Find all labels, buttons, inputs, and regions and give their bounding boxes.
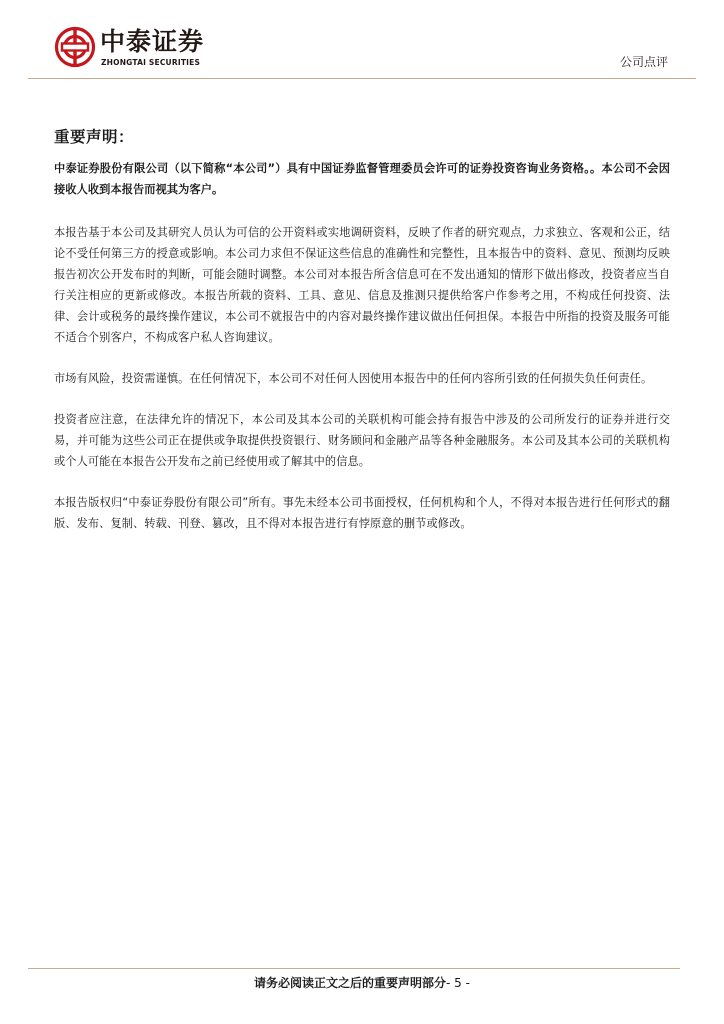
- disclaimer-paragraph-basis: 本报告基于本公司及其研究人员认为可信的公开资料或实地调研资料，反映了作者的研究观点，力求独立、客观和公正，结论不受任何第三方的授意或影响。本公司力求但不保证这些信息的准确性和完整性，且本报告中的资料、意见、预测均反映报告初次公开发布时的判断，可能会随时调整。本公司对本报告所含信息可在不发出通知的情形下做出修改，投资者应当自行关注相应的更新或修改。本报告所载的资料、工具、意见、信息及推测只提供给客户作参考之用，不构成任何投资、法律、会计或税务的最终操作建议，本公司不就报告中的内容对最终操作建议做出任何担保。本报告中所指的投资及服务可能不适合个别客户，不构成客户私人咨询建议。: [54, 226, 670, 344]
- footer-divider: [28, 968, 680, 969]
- disclaimer-paragraph-conflicts: 投资者应注意，在法律允许的情况下，本公司及其本公司的关联机构可能会持有报告中涉及的公司所发行的证券并进行交易，并可能为这些公司正在提供或争取提供投资银行、财务顾问和金融产品等各种金融服务。本公司及其本公司的关联机构或个人可能在本报告公开发布之前已经使用或了解其中的信息。: [54, 413, 670, 468]
- qualification-statement: 中泰证券股份有限公司（以下简称“本公司”）具有中国证券监督管理委员会许可的证券投资咨询业务资格。。本公司不会因接收人收到本报告而视其为客户。: [54, 162, 670, 196]
- disclaimer-paragraph-copyright: 本报告版权归“中泰证券股份有限公司”所有。事先未经本公司书面授权，任何机构和个人，不得对本报告进行任何形式的翻版、发布、复制、转载、刊登、篡改，且不得对本报告进行有悖原意的删节或修改。: [54, 496, 670, 530]
- header-divider: [28, 78, 696, 79]
- brand-name-en: ZHONGTAI SECURITIES: [101, 58, 201, 67]
- page-number: - 5 -: [446, 976, 470, 990]
- section-title: 重要声明：: [54, 128, 135, 146]
- page-header: [0, 0, 724, 78]
- brand-name-cn: 中泰证券: [100, 27, 205, 56]
- disclaimer-section: [54, 126, 670, 554]
- report-type-label: 公司点评: [619, 55, 668, 69]
- footer-notice: 请务必阅读正文之后的重要声明部分: [254, 976, 447, 990]
- disclaimer-paragraph-risk: 市场有风险，投资需谨慎。在任何情况下，本公司不对任何人因使用本报告中的任何内容所引致的任何损失负任何责任。: [54, 372, 653, 385]
- page-footer: [0, 974, 724, 991]
- zhongtai-logo-icon: [54, 26, 96, 68]
